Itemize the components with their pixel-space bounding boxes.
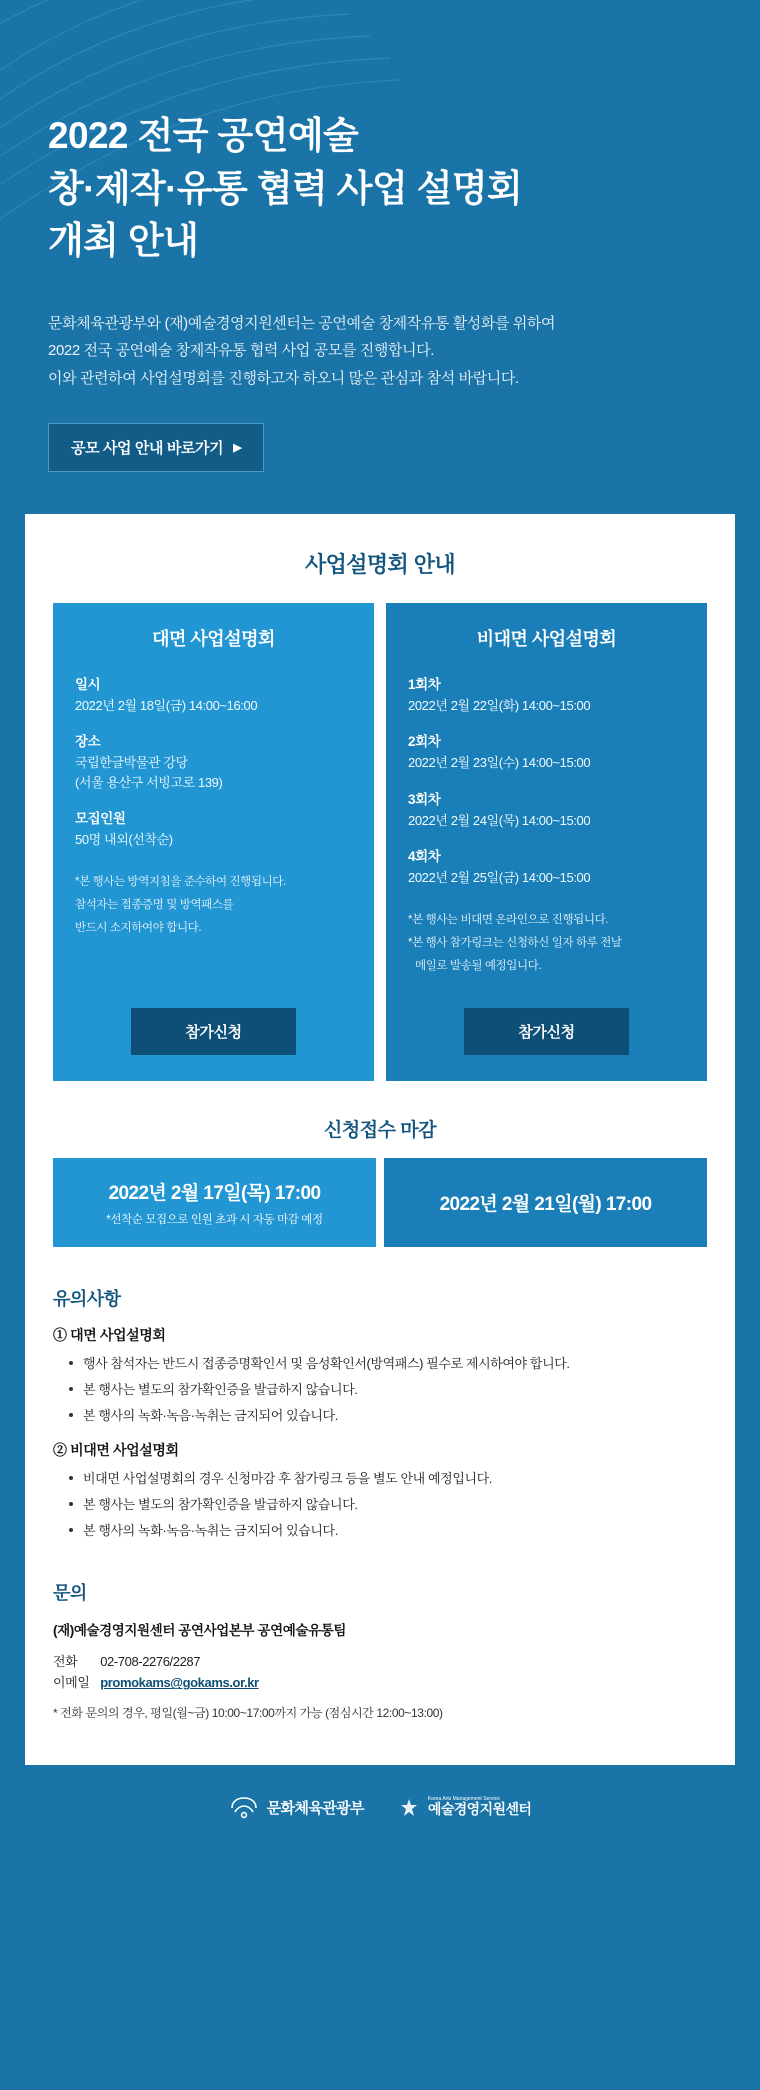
contact-phone-label: 전화 [53,1654,78,1670]
offline-note-3: 반드시 소지하여야 합니다. [75,921,202,934]
contact-note: * 전화 문의의 경우, 평일(월~금) 10:00~17:00까지 가능 (점심시간 12:00~13:00) [53,1705,443,1720]
logo-kams-text [428,1797,531,1819]
offline-capacity-value: 50명 내외(선착순) [75,832,173,848]
online-session-4 [408,845,685,888]
offline-spacer [75,938,352,990]
deadline-online-date: 2022년 2월 21일(월) 17:00 [439,1193,652,1215]
offline-note-1: *본 행사는 방역지침을 준수하여 진행됩니다. [75,875,286,888]
logo-mcst [229,1795,364,1821]
hero-description-line-2: 2022 전국 공연예술 창제작유통 협력 사업 공모를 진행합니다. [48,342,434,360]
offline-note-2: 참석자는 접종증명 및 방역패스를 [75,898,234,911]
offline-capacity-label: 모집인원 [75,811,126,827]
footer-logos [0,1765,760,1855]
program-guide-link-button[interactable] [48,423,264,472]
arrow-right-icon: ▶ [233,441,242,454]
online-heading: 비대면 사업설명회 [476,628,617,649]
offline-apply-button[interactable]: 참가신청 [131,1008,296,1055]
notice-group-offline-list [53,1353,707,1426]
online-session-2-value: 2022년 2월 23일(수) 14:00~15:00 [408,755,591,771]
offline-place-value-1: 국립한글박물관 강당 [75,755,188,771]
online-session-1-value: 2022년 2월 22일(화) 14:00~15:00 [408,697,591,713]
kams-mark-icon [398,1797,420,1819]
offline-place-value-2: (서울 용산구 서빙고로 139) [75,774,223,790]
contact-organization: (재)예술경영지원센터 공연사업본부 공연예술유통팀 [53,1623,346,1639]
contact-phone-value: 02-708-2276/2287 [100,1654,201,1670]
contact-email-row [53,1672,707,1693]
notice-group-online [53,1440,707,1541]
online-session-2-label: 2회차 [408,734,441,750]
notice-title: 유의사항 [53,1288,121,1309]
cta-label: 공모 사업 안내 바로가기 [71,439,224,457]
hero-description-line-1: 문화체육관광부와 (재)예술경영지원센터는 공연예술 창제작유통 활성화를 위하여 [48,314,556,332]
online-session-3-value: 2022년 2월 24일(목) 14:00~15:00 [408,812,591,828]
list-item: 본 행사의 녹화·녹음·녹취는 금지되어 있습니다. [69,1405,707,1426]
notice-group-online-title: ② 비대면 사업설명회 [53,1441,179,1458]
online-session-4-label: 4회차 [408,849,441,865]
page-title-line-1: 2022 전국 공연예술 [48,115,359,156]
list-item: 행사 참석자는 반드시 접종증명확인서 및 음성확인서(방역패스) 필수로 제시하여야 합니다. [69,1353,707,1374]
offline-heading: 대면 사업설명회 [152,628,275,649]
online-note-2: *본 행사 참가링크는 신청하신 일자 하루 전날 [408,936,622,949]
offline-place-label: 장소 [75,734,101,750]
deadline-row [53,1158,707,1247]
offline-date-value: 2022년 2월 18일(금) 14:00~16:00 [75,697,258,713]
logo-kams [398,1797,531,1819]
contact-title: 문의 [53,1583,87,1604]
logo-kams-en: Korea Arts Management Service [427,1795,500,1802]
info-card [25,514,735,1765]
page-title-line-3: 개최 안내 [48,220,199,262]
contact-phone-row [53,1651,707,1672]
list-item: 본 행사는 별도의 참가확인증을 발급하지 않습니다. [69,1494,707,1515]
online-note-3: 메일로 발송될 예정입니다. [415,959,542,972]
logo-kams-kr: 예술경영지원센터 [427,1801,532,1818]
contact-email-link[interactable]: promokams@gokams.or.kr [100,1675,259,1691]
offline-date-label: 일시 [75,676,101,692]
online-briefing-box [386,603,707,1081]
online-session-2 [408,730,685,773]
online-session-1 [408,673,685,716]
hero-description-line-3: 이와 관련하여 사업설명회를 진행하고자 하오니 많은 관심과 참석 바랍니다. [48,370,519,388]
deadline-title: 신청접수 마감 [324,1119,436,1141]
notice-group-offline-title: ① 대면 사업설명회 [53,1326,166,1343]
notice-group-online-list [53,1468,707,1541]
page-title-line-2: 창·제작·유통 협력 사업 설명회 [48,167,523,209]
briefing-columns [53,603,707,1081]
online-session-1-label: 1회차 [408,676,441,692]
online-session-4-value: 2022년 2월 25일(금) 14:00~15:00 [408,870,591,886]
offline-briefing-box [53,603,374,1081]
deadline-offline-box [53,1158,376,1247]
online-session-3-label: 3회차 [408,791,441,807]
hero-section [0,0,760,472]
page-title [48,110,712,268]
online-apply-button[interactable]: 참가신청 [464,1008,629,1055]
section-title: 사업설명회 안내 [304,551,456,577]
online-session-3 [408,788,685,831]
deadline-offline-note: *선착순 모집으로 인원 초과 시 자동 마감 예정 [106,1213,323,1226]
offline-date-field [75,673,352,716]
online-spacer [408,976,685,990]
deadline-online-box [384,1158,707,1247]
contact-email-label: 이메일 [53,1675,90,1691]
offline-capacity-field [75,807,352,850]
logo-mcst-label: 문화체육관광부 [266,1800,364,1818]
hero-description [48,310,712,393]
notice-group-offline [53,1325,707,1426]
online-note-1: *본 행사는 비대면 온라인으로 진행됩니다. [408,913,609,926]
list-item: 본 행사의 녹화·녹음·녹취는 금지되어 있습니다. [69,1520,707,1541]
offline-place-field [75,730,352,792]
mcst-emblem-icon [229,1795,259,1821]
list-item: 비대면 사업설명회의 경우 신청마감 후 참가링크 등을 별도 안내 예정입니다. [69,1468,707,1489]
deadline-offline-date: 2022년 2월 17일(목) 17:00 [108,1182,321,1204]
list-item: 본 행사는 별도의 참가확인증을 발급하지 않습니다. [69,1379,707,1400]
